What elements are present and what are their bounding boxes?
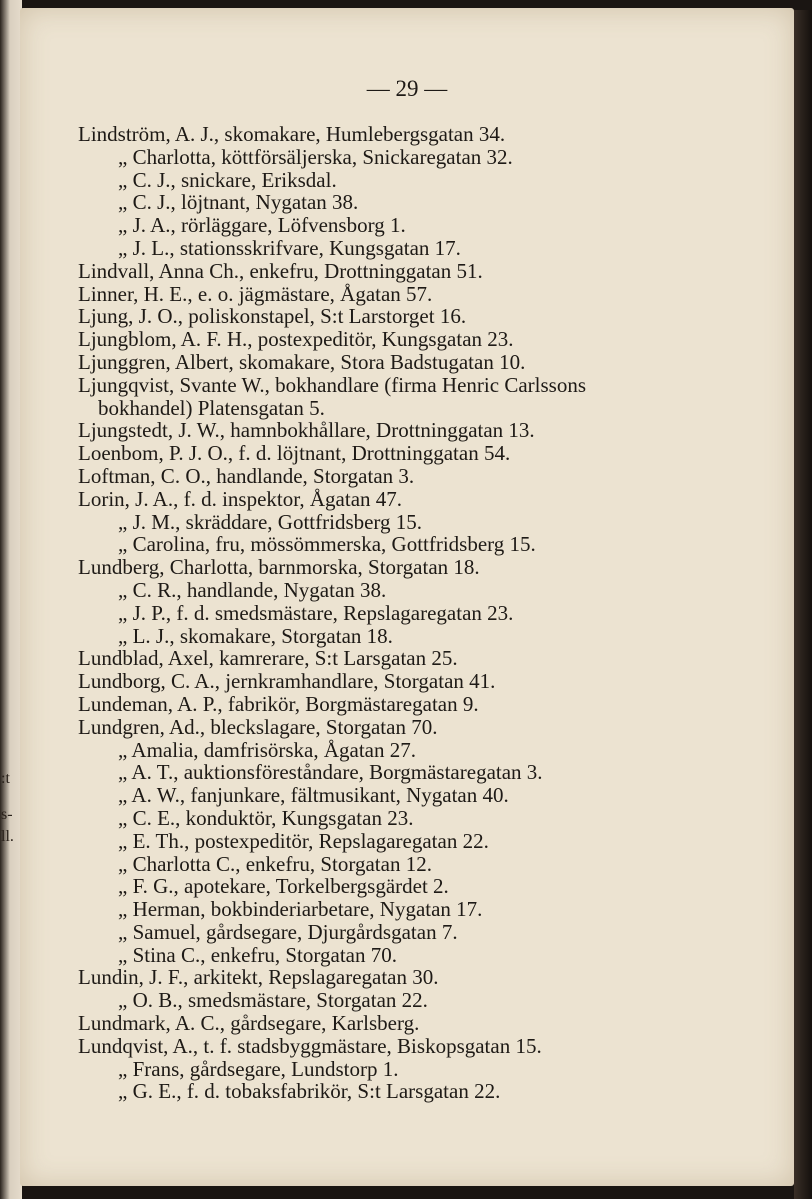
directory-entry-ditto: „ C. J., snickare, Eriksdal. (118, 167, 337, 192)
directory-entry-ditto: „ J. M., skräddare, Gottfridsberg 15. (118, 509, 423, 534)
directory-entry-ditto: „ E. Th., postexpeditör, Repslagaregatan 22. (118, 828, 489, 853)
directory-entry-ditto: „ F. G., apotekare, Torkelbergsgärdet 2. (118, 874, 449, 899)
directory-entry-continuation: bokhandel) Platensgatan 5. (98, 395, 325, 420)
directory-entry: Lindström, A. J., skomakare, Humlebergsgatan 34. (78, 122, 506, 146)
directory-entry-ditto: „ Charlotta C., enkefru, Storgatan 12. (118, 851, 432, 876)
directory-entry: Lundgren, Ad., bleckslagare, Storgatan 70. (78, 714, 438, 739)
directory-entry-ditto: „ G. E., f. d. tobaksfabrikör, S:t Larsgatan 22. (118, 1079, 501, 1104)
directory-entry-ditto: „ A. T., auktionsföreståndare, Borgmästaregatan 3. (118, 760, 543, 785)
directory-entry: Lundmark, A. C., gårdsegare, Karlsberg. (78, 1011, 420, 1036)
directory-entry-ditto: „ C. J., löjtnant, Nygatan 38. (118, 190, 359, 215)
directory-entry-ditto: „ C. R., handlande, Nygatan 38. (118, 577, 387, 602)
directory-entry: Lundblad, Axel, kamrerare, S:t Larsgatan 25. (78, 646, 458, 671)
directory-entry: Lundborg, C. A., jernkramhandlare, Storgatan 41. (78, 669, 496, 694)
directory-entry: Linner, H. E., e. o. jägmästare, Ågatan 57. (78, 281, 433, 306)
directory-entry: Lorin, J. A., f. d. inspektor, Ågatan 47. (78, 486, 403, 511)
directory-entry-ditto: „ J. A., rörläggare, Löfvensborg 1. (118, 213, 406, 238)
directory-entry: Lundeman, A. P., fabrikör, Borgmästaregatan 9. (78, 691, 479, 716)
book-binding-edge (794, 10, 812, 1199)
directory-entry-ditto: „ Stina C., enkefru, Storgatan 70. (118, 942, 397, 967)
directory-entry: Ljungblom, A. F. H., postexpeditör, Kungsgatan 23. (78, 327, 514, 352)
directory-entry-ditto: „ L. J., skomakare, Storgatan 18. (118, 623, 393, 648)
directory-entry: Lundin, J. F., arkitekt, Repslagaregatan 30. (78, 965, 439, 990)
directory-entry-ditto: „ J. L., stationsskrifvare, Kungsgatan 17. (118, 235, 461, 260)
directory-entry: Ljungstedt, J. W., hamnbokhållare, Drottninggatan 13. (78, 418, 535, 443)
directory-entry: Loenbom, P. J. O., f. d. löjtnant, Drottninggatan 54. (78, 441, 511, 466)
directory-entry-ditto: „ A. W., fanjunkare, fältmusikant, Nygatan 40. (118, 783, 509, 808)
directory-entry-ditto: „ Samuel, gårdsegare, Djurgårdsgatan 7. (118, 919, 458, 944)
directory-entry: Loftman, C. O., handlande, Storgatan 3. (78, 463, 415, 488)
directory-entry: Lundberg, Charlotta, barnmorska, Storgatan 18. (78, 555, 480, 580)
page-number: — 29 — (366, 76, 448, 101)
directory-entry-ditto: „ C. E., konduktör, Kungsgatan 23. (118, 805, 414, 830)
directory-page (20, 8, 794, 1186)
directory-entry: Ljunggren, Albert, skomakare, Stora Badstugatan 10. (78, 349, 526, 374)
directory-entry-ditto: „ Amalia, damfrisörska, Ågatan 27. (118, 737, 416, 762)
directory-entry-ditto: „ J. P., f. d. smedsmästare, Repslagaregatan 23. (118, 600, 514, 625)
directory-entry-ditto: „ O. B., smedsmästare, Storgatan 22. (118, 988, 428, 1013)
directory-entry: Ljung, J. O., poliskonstapel, S:t Larstorget 16. (78, 304, 467, 329)
facing-page-edge (0, 0, 22, 1199)
facing-page-fragment: ll. (1, 828, 14, 845)
directory-entry-list (78, 123, 586, 1103)
facing-page-fragment: :t (1, 770, 10, 787)
directory-entry-ditto: „ Charlotta, köttförsäljerska, Snickaregatan 32. (118, 144, 513, 169)
directory-entry: Lindvall, Anna Ch., enkefru, Drottninggatan 51. (78, 258, 483, 283)
directory-entry-ditto: „ Carolina, fru, mössömmerska, Gottfridsberg 15. (118, 532, 536, 557)
directory-entry-ditto: „ Frans, gårdsegare, Lundstorp 1. (118, 1056, 399, 1081)
directory-entry-ditto: „ Herman, bokbinderiarbetare, Nygatan 17. (118, 897, 483, 922)
directory-entry: Ljungqvist, Svante W., bokhandlare (firma Henric Carlssons (78, 372, 586, 397)
facing-page-fragment: s- (1, 806, 13, 823)
directory-entry: Lundqvist, A., t. f. stadsbyggmästare, Biskopsgatan 15. (78, 1033, 542, 1058)
